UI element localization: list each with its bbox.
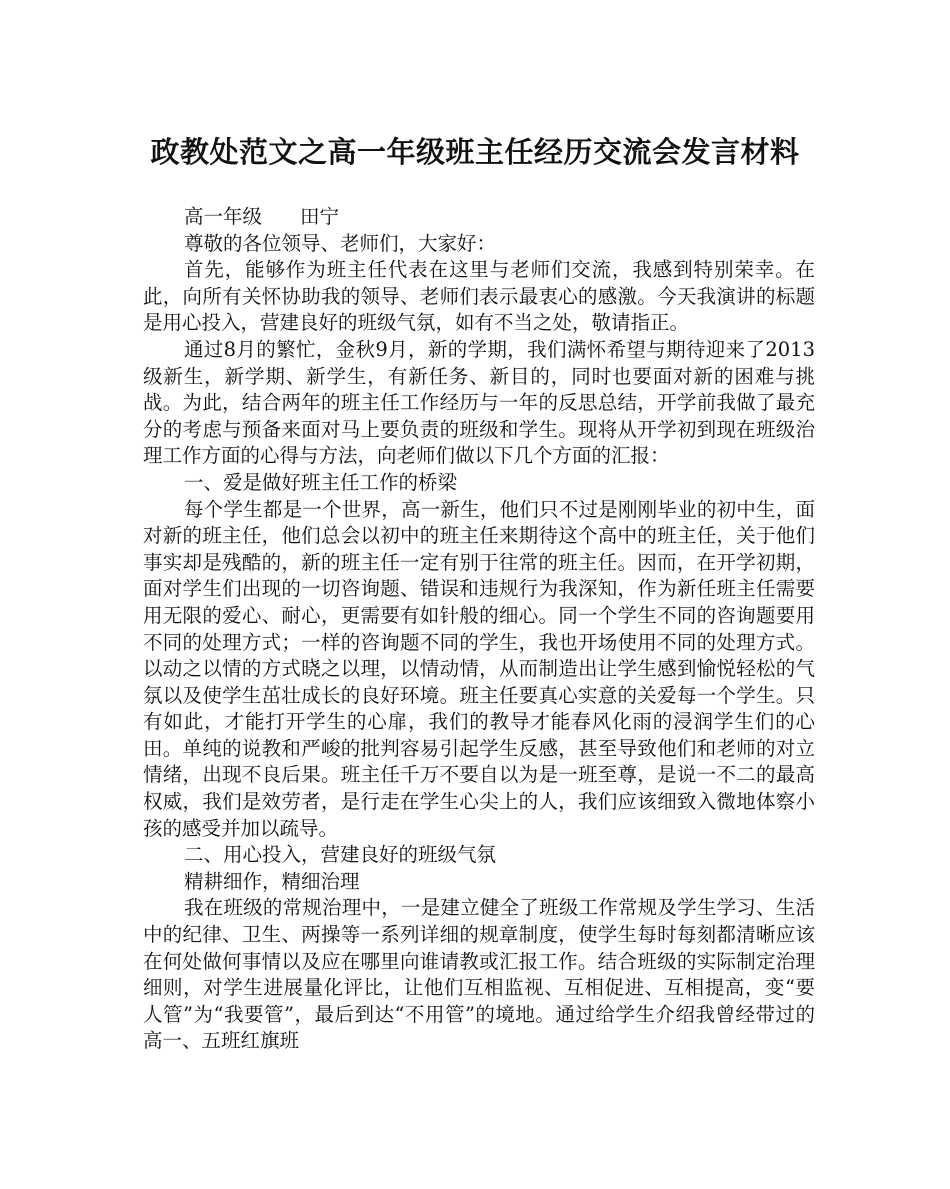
section-heading: 一、爱是做好班主任工作的桥梁 — [183, 470, 457, 494]
document-title: 政教处范文之高一年级班主任经历交流会发言材料 — [150, 135, 800, 169]
body-paragraph: 每个学生都是一个世界，高一新生，他们只不过是刚刚毕业的初中生，面对新的班主任，他们总会以初中的班主任来期待这个高中的班主任，关于他们事实却是残酷的，新的班主任一定有别于往常的班主任。因而，在开学初期，面对学生们出现的一切咨询题、错误和违规行为我深知，作为新任班主任需要用无限的爱心、耐心，更需要有如针般的细心。同一个学生不同的咨询题要用不同的处理方式；一样的咨询题不同的学生，我也开场使用不同的处理方式。以动之以情的方式晓之以理，以情动情，从而制造出让学生感到愉悦轻松的气氛以及使学生茁壮成长的良好环境。班主任要真心实意的关爱每一个学生。只有如此，才能打开学生的心扉，我们的教导才能春风化雨的浸润学生们的心田。单纯的说教和严峻的批判容易引起学生反感，甚至导致他们和老师的对立情绪，出现不良后果。班主任千万不要自以为是一班至尊，是说一不二的最高权威，我们是效劳者，是行走在学生心尖上的人，我们应该细致入微地体察小孩的感受并加以疏导。 — [143, 497, 815, 840]
section-heading: 二、用心投入，营建良好的班级气氛 — [183, 843, 496, 867]
salutation-paragraph: 尊敬的各位领导、老师们，大家好： — [183, 231, 496, 255]
document-body — [143, 204, 815, 1055]
body-paragraph: 我在班级的常规治理中，一是建立健全了班级工作常规及学生学习、生活中的纪律、卫生、两操等一系列详细的规章制度，使学生每时每刻都清晰应该在何处做何事情以及应在哪里向谁请教或汇报工作。结合班级的实际制定治理细则，对学生进展量化评比，让他们互相监视、互相促进、互相提高，变“要人管”为“我要管”，最后到达“不用管”的境地。通过给学生介绍我曾经带过的高一、五班红旗班 — [143, 896, 815, 1053]
subsection-heading: 精耕细作，精细治理 — [183, 869, 360, 893]
author-grade: 高一年级 — [183, 205, 262, 228]
body-paragraph: 通过8月的繁忙，金秋9月，新的学期，我们满怀希望与期待迎来了2013级新生，新学期、新学生，有新任务、新目的，同时也要面对新的困难与挑战。为此，结合两年的班主任工作经历与一年的反思总结，开学前我做了最充分的考虑与预备来面对马上要负责的班级和学生。现将从开学初到现在班级治理工作方面的心得与方法，向老师们做以下几个方面的汇报： — [143, 337, 815, 468]
body-paragraph: 首先，能够作为班主任代表在这里与老师们交流，我感到特别荣幸。在此，向所有关怀协助我的领导、老师们表示最衷心的感激。今天我演讲的标题是用心投入，营建良好的班级气氛，如有不当之处，敬请指正。 — [143, 258, 815, 335]
author-line — [143, 204, 815, 231]
author-name: 田宁 — [299, 205, 339, 228]
